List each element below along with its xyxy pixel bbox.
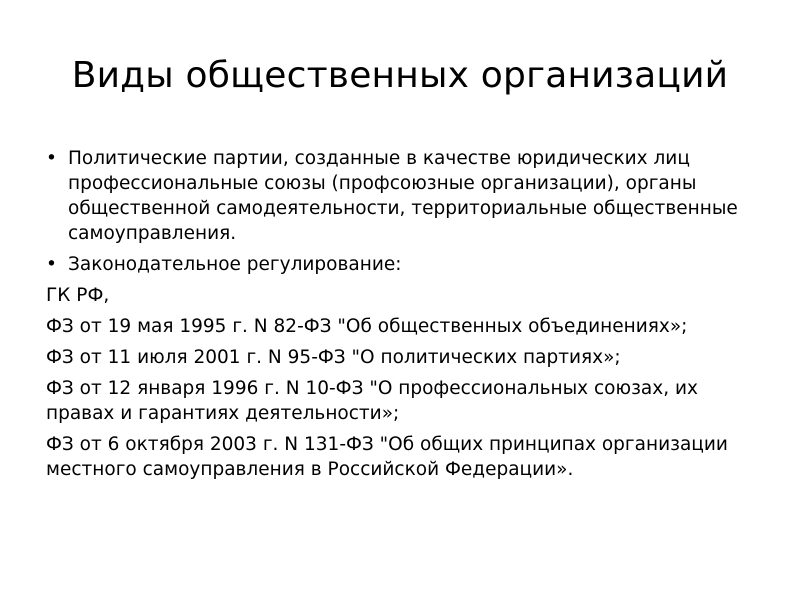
law-reference-public-associations: ФЗ от 19 мая 1995 г. N 82-ФЗ "Об общественных объединениях»;: [46, 316, 688, 337]
bullet-icon: •: [46, 254, 57, 275]
bullet-text: Политические партии, созданные в качестве юридических лиц профессиональные союзы (профсоюзные организации), органы общественной самодеятельности, территориальные общественные самоуправления.: [68, 148, 738, 244]
slide-content: [46, 146, 766, 488]
law-reference-local-self-government: ФЗ от 6 октября 2003 г. N 131-ФЗ "Об общих принципах организации местного самоуправления в Российской Федерации».: [46, 434, 728, 480]
law-reference-political-parties: ФЗ от 11 июля 2001 г. N 95-ФЗ "О политических партиях»;: [46, 347, 621, 368]
bullet-text: Законодательное регулирование:: [68, 254, 402, 275]
slide-title: Виды общественных организаций: [71, 55, 729, 96]
law-reference-civil-code: ГК РФ,: [46, 285, 110, 306]
law-reference-trade-unions: ФЗ от 12 января 1996 г. N 10-ФЗ "О профессиональных союзах, их правах и гарантиях деятельности»;: [46, 378, 698, 424]
bullet-item-legislation: [46, 252, 766, 277]
bullet-item-organization-types: [46, 146, 766, 246]
bullet-icon: •: [46, 148, 57, 169]
